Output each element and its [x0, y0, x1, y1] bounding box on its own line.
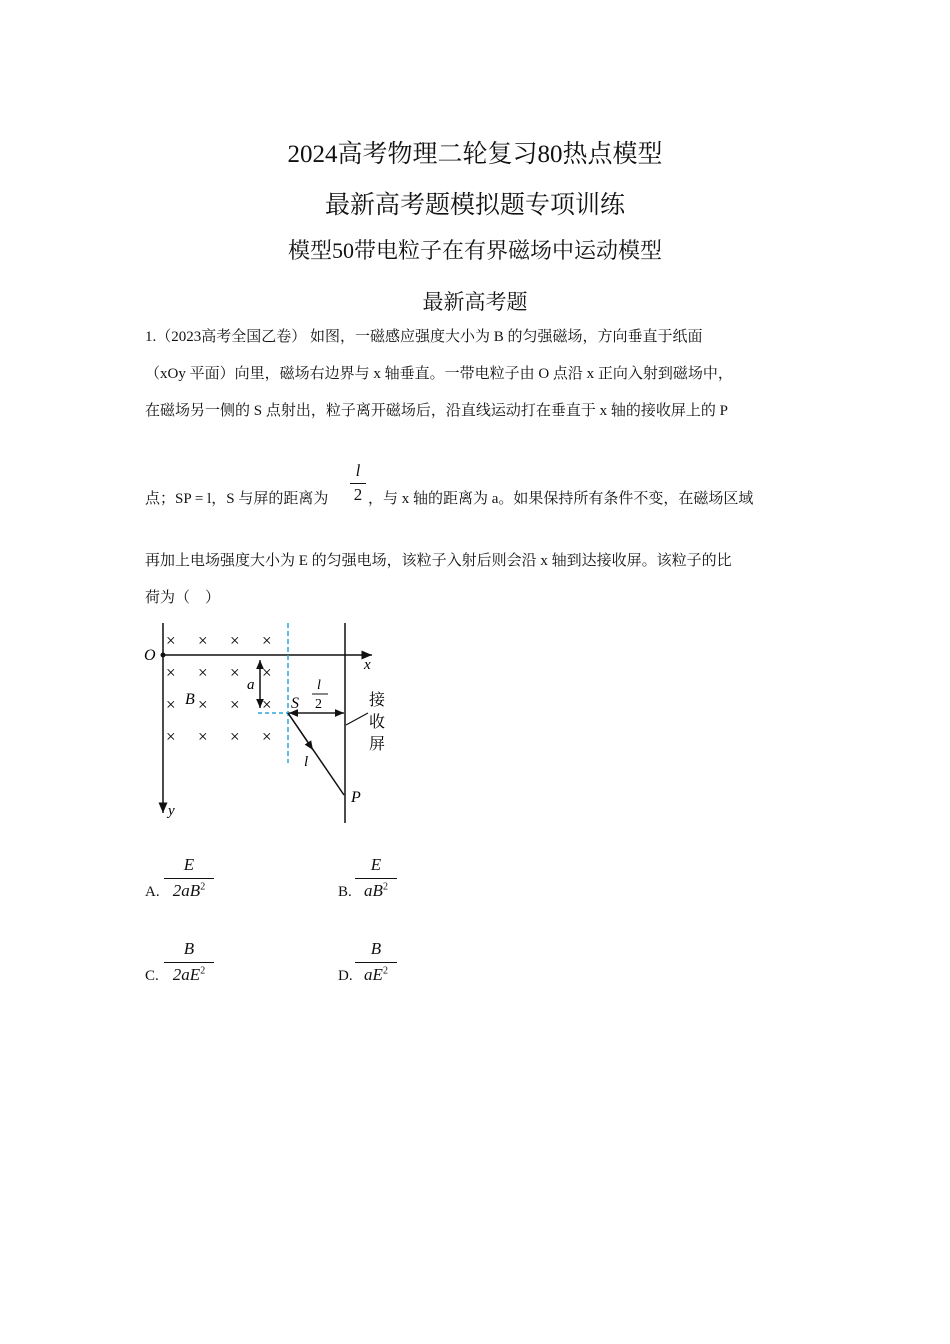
fraction-bar: [350, 483, 366, 484]
option-c-label: C.: [145, 968, 159, 984]
model-title: 模型50带电粒子在有界磁场中运动模型: [287, 238, 662, 263]
screen-label-3: 屏: [369, 736, 386, 753]
question-line-6: 荷为（ ）: [145, 590, 221, 606]
screen-label-1: 接: [369, 692, 386, 709]
option-a-numerator: E: [183, 855, 195, 874]
cross-mark: ×: [198, 695, 208, 714]
point-p-label: P: [351, 789, 361, 806]
origin-point: [161, 653, 166, 658]
section-heading: 最新高考题: [422, 290, 528, 314]
y-axis-label: y: [168, 803, 175, 819]
trajectory-arrow: [288, 713, 313, 750]
option-a-label: A.: [145, 884, 160, 900]
option-d-denominator: aE: [364, 965, 383, 984]
cross-mark: ×: [198, 631, 208, 650]
half-l-numerator: l: [317, 678, 321, 693]
distance-a-label: a: [247, 677, 255, 693]
option-b-numerator: E: [370, 855, 382, 874]
cross-mark: ×: [166, 663, 176, 682]
option-d-label: D.: [338, 968, 353, 984]
screen-label-2: 收: [369, 714, 386, 731]
fraction-denominator: 2: [353, 485, 363, 504]
cross-mark: ×: [166, 695, 176, 714]
cross-mark: ×: [230, 663, 240, 682]
half-l-denominator: 2: [315, 697, 322, 712]
option-b-exponent: 2: [382, 881, 388, 893]
document-title: 2024高考物理二轮复习80热点模型: [287, 141, 663, 168]
option-d-fraction: [355, 939, 397, 985]
cross-mark: ×: [230, 727, 240, 746]
cross-mark: ×: [198, 727, 208, 746]
cross-mark: ×: [262, 663, 272, 682]
question-line-1: 1.（2023高考全国乙卷） 如图，一磁感应强度大小为 B 的匀强磁场，方向垂直于纸面: [145, 329, 703, 345]
option-d-bar: [355, 962, 397, 963]
option-b-bar: [355, 878, 397, 879]
cross-mark: ×: [198, 663, 208, 682]
option-d-exponent: 2: [382, 965, 388, 977]
field-label: B: [185, 691, 195, 708]
magnetic-field-diagram: [140, 615, 400, 830]
option-a-fraction: [164, 855, 214, 901]
option-a-exponent: 2: [200, 881, 206, 893]
fraction-l-over-2: [350, 461, 366, 505]
field-crosses: [166, 631, 272, 746]
cross-mark: ×: [166, 631, 176, 650]
option-b-fraction: [355, 855, 397, 901]
question-line-5: 再加上电场强度大小为 E 的匀强电场，该粒子入射后则会沿 x 轴到达接收屏。该粒子的比: [145, 553, 732, 569]
distance-l-label: l: [304, 754, 309, 770]
origin-label: O: [144, 647, 156, 664]
option-c-exponent: 2: [200, 965, 206, 977]
option-d-numerator: B: [370, 939, 382, 958]
option-a-denominator: 2aB: [172, 881, 201, 900]
fraction-numerator: l: [355, 461, 361, 480]
point-s-label: S: [291, 695, 299, 712]
question-line-3: 在磁场另一侧的 S 点射出，粒子离开磁场后，沿直线运动打在垂直于 x 轴的接收屏上的 P: [145, 403, 728, 419]
cross-mark: ×: [262, 695, 272, 714]
option-c-denominator: 2aE: [172, 965, 201, 984]
cross-mark: ×: [230, 631, 240, 650]
option-c-fraction: [164, 939, 214, 985]
question-line-4-end: ，与 x 轴的距离为 a。如果保持所有条件不变，在磁场区域: [368, 491, 754, 507]
option-b-label: B.: [338, 884, 352, 900]
option-c-numerator: B: [183, 939, 195, 958]
option-a-bar: [164, 878, 214, 879]
option-c-bar: [164, 962, 214, 963]
cross-mark: ×: [262, 631, 272, 650]
question-line-2: （xOy 平面）向里，磁场右边界与 x 轴垂直。一带电粒子由 O 点沿 x 正向入射到磁场中，: [145, 366, 733, 382]
screen-pointer: [346, 713, 368, 725]
question-line-4-start: 点；SP = l，S 与屏的距离为: [145, 491, 329, 507]
cross-mark: ×: [230, 695, 240, 714]
cross-mark: ×: [166, 727, 176, 746]
option-b-denominator: aB: [364, 881, 383, 900]
cross-mark: ×: [262, 727, 272, 746]
document-subtitle: 最新高考题模拟题专项训练: [324, 192, 625, 219]
x-axis-label: x: [364, 657, 371, 673]
